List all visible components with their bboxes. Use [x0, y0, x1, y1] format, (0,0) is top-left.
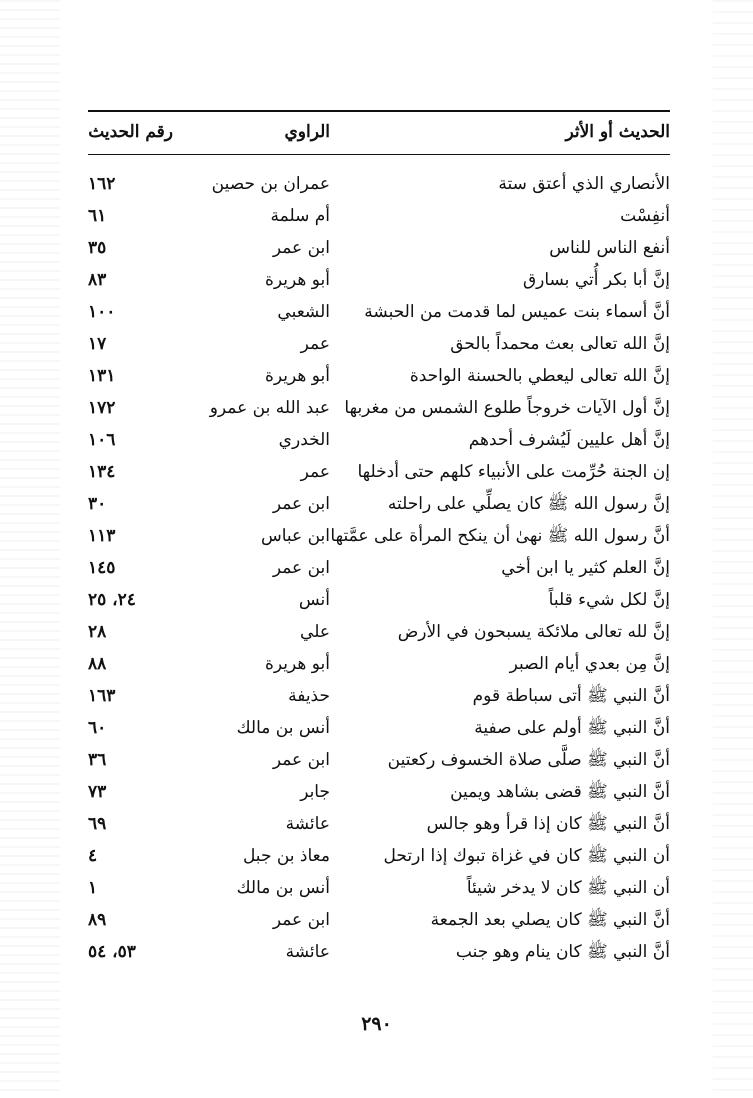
table-row [88, 488, 670, 520]
hadith-text: إنَّ لله تعالى ملائكة يسبحون في الأرض [397, 621, 670, 642]
hadith-text: أنَّ النبي ﷺ كان إذا قرأ وهو جالس [426, 813, 670, 834]
hadith-number: ١ [88, 877, 98, 898]
hadith-text: إنَّ أول الآيات خروجاً طلوع الشمس من مغربها [344, 397, 670, 418]
narrator: أبو هريرة [264, 653, 330, 674]
table-row [88, 360, 670, 392]
narrator: عائشة [285, 941, 330, 962]
table-row [88, 616, 670, 648]
narrator: حذيفة [288, 685, 330, 706]
hadith-number: ١٠٠ [88, 301, 116, 322]
narrator: أبو هريرة [264, 269, 330, 290]
hadith-text: أنَّ النبي ﷺ كان يصلي بعد الجمعة [430, 909, 670, 930]
narrator: علي [300, 621, 330, 642]
hadith-number: ٣٦ [88, 749, 107, 770]
narrator: أنس بن مالك [236, 877, 330, 898]
narrator: عمر [300, 461, 330, 482]
narrator: أنس بن مالك [236, 717, 330, 738]
table-row [88, 456, 670, 488]
hadith-text: أنفِسْت [620, 205, 670, 226]
table-row [88, 296, 670, 328]
narrator: ابن عمر [272, 749, 330, 770]
hadith-number: ٦١ [88, 205, 107, 226]
hadith-text: إنَّ لكل شيء قلباً [548, 589, 670, 610]
hadith-number: ٧٣ [88, 781, 107, 802]
hadith-number: ١١٣ [88, 525, 116, 546]
hadith-text: أنَّ رسول الله ﷺ نهىٰ أن ينكح المرأة على عمَّتها [330, 525, 670, 546]
scan-edge-left [0, 0, 60, 1098]
narrator: الشعبي [277, 301, 330, 322]
hadith-text: أنَّ النبي ﷺ كان ينام وهو جنب [455, 941, 670, 962]
table-body [88, 154, 670, 968]
hadith-text: إنَّ مِن بعدي أيام الصبر [509, 653, 670, 674]
table-row [88, 936, 670, 968]
table-row [88, 776, 670, 808]
hadith-text: إنَّ العلم كثير يا ابن أخي [501, 557, 670, 578]
table-row [88, 168, 670, 200]
hadith-number: ١٣٤ [88, 461, 116, 482]
hadith-number: ١٦٢ [88, 173, 116, 194]
narrator: عبد الله بن عمرو [209, 397, 330, 418]
table-row [88, 648, 670, 680]
hadith-number: ١٤٥ [88, 557, 116, 578]
table-row [88, 744, 670, 776]
hadith-text: الأنصاري الذي أعتق ستة [498, 173, 670, 194]
hadith-text: إنَّ رسول الله ﷺ كان يصلِّي على راحلته [387, 493, 670, 514]
hadith-text: إنَّ أهل عليين لَيُشرف أحدهم [468, 429, 670, 450]
table-row [88, 840, 670, 872]
table-row [88, 680, 670, 712]
hadith-number: ١٠٦ [88, 429, 116, 450]
hadith-text: إنَّ الله تعالى ليعطي بالحسنة الواحدة [409, 365, 670, 386]
narrator: عائشة [285, 813, 330, 834]
narrator: جابر [300, 781, 330, 802]
narrator: أنس [298, 589, 330, 610]
hadith-text: أنَّ أسماء بنت عميس لما قدمت من الحبشة [364, 301, 670, 322]
hadith-number: ٨٩ [88, 909, 107, 930]
hadith-number: ٣٠ [88, 493, 107, 514]
narrator: ابن عباس [260, 525, 330, 546]
hadith-number: ٢٤، ٢٥ [88, 589, 136, 610]
narrator: الخدري [278, 429, 330, 450]
hadith-number: ٨٣ [88, 269, 107, 290]
hadith-number: ١٧٢ [88, 397, 116, 418]
table-row [88, 392, 670, 424]
hadith-number: ٢٨ [88, 621, 107, 642]
narrator: ابن عمر [272, 237, 330, 258]
table-row [88, 872, 670, 904]
table-row [88, 584, 670, 616]
hadith-number: ١٧ [88, 333, 107, 354]
header-narrator: الراوي [284, 121, 330, 142]
hadith-number: ٥٣، ٥٤ [88, 941, 136, 962]
narrator: أبو هريرة [264, 365, 330, 386]
table-row [88, 232, 670, 264]
hadith-number: ١٦٣ [88, 685, 116, 706]
hadith-text: أنَّ النبي ﷺ قضى بشاهد ويمين [450, 781, 670, 802]
narrator: ابن عمر [272, 493, 330, 514]
table-row [88, 520, 670, 552]
hadith-index-table [88, 110, 670, 968]
hadith-number: ٣٥ [88, 237, 107, 258]
narrator: معاذ بن جبل [242, 845, 330, 866]
table-row [88, 264, 670, 296]
narrator: عمران بن حصين [211, 173, 330, 194]
hadith-number: ٤ [88, 845, 98, 866]
table-header [88, 110, 670, 154]
table-row [88, 712, 670, 744]
header-hadith: الحديث أو الأثر [565, 121, 670, 142]
hadith-text: إنَّ الله تعالى بعث محمداً بالحق [450, 333, 670, 354]
hadith-number: ٦٠ [88, 717, 107, 738]
hadith-number: ٨٨ [88, 653, 107, 674]
hadith-text: أنَّ النبي ﷺ أتى سباطة قوم [472, 685, 670, 706]
table-row [88, 552, 670, 584]
hadith-text: أنَّ النبي ﷺ أولم على صفية [474, 717, 670, 738]
hadith-text: إنَّ أبا بكر أُتي بسارق [522, 269, 670, 290]
hadith-number: ٦٩ [88, 813, 107, 834]
scan-edge-right [713, 0, 753, 1098]
narrator: ابن عمر [272, 909, 330, 930]
page-number: ٢٩٠ [361, 1013, 392, 1035]
hadith-text: إن الجنة حُرِّمت على الأنبياء كلهم حتى أدخلها [357, 461, 670, 482]
header-number: رقم الحديث [88, 121, 173, 142]
hadith-text: أنفع الناس للناس [549, 237, 670, 258]
hadith-number: ١٣١ [88, 365, 116, 386]
narrator: أم سلمة [270, 205, 330, 226]
hadith-text: أن النبي ﷺ كان لا يدخر شيئاً [466, 877, 670, 898]
narrator: ابن عمر [272, 557, 330, 578]
hadith-text: أن النبي ﷺ كان في غزاة تبوك إذا ارتحل [383, 845, 670, 866]
table-row [88, 904, 670, 936]
hadith-text: أنَّ النبي ﷺ صلَّى صلاة الخسوف ركعتين [387, 749, 670, 770]
narrator: عمر [300, 333, 330, 354]
table-row [88, 328, 670, 360]
table-row [88, 808, 670, 840]
table-row [88, 200, 670, 232]
table-row [88, 424, 670, 456]
